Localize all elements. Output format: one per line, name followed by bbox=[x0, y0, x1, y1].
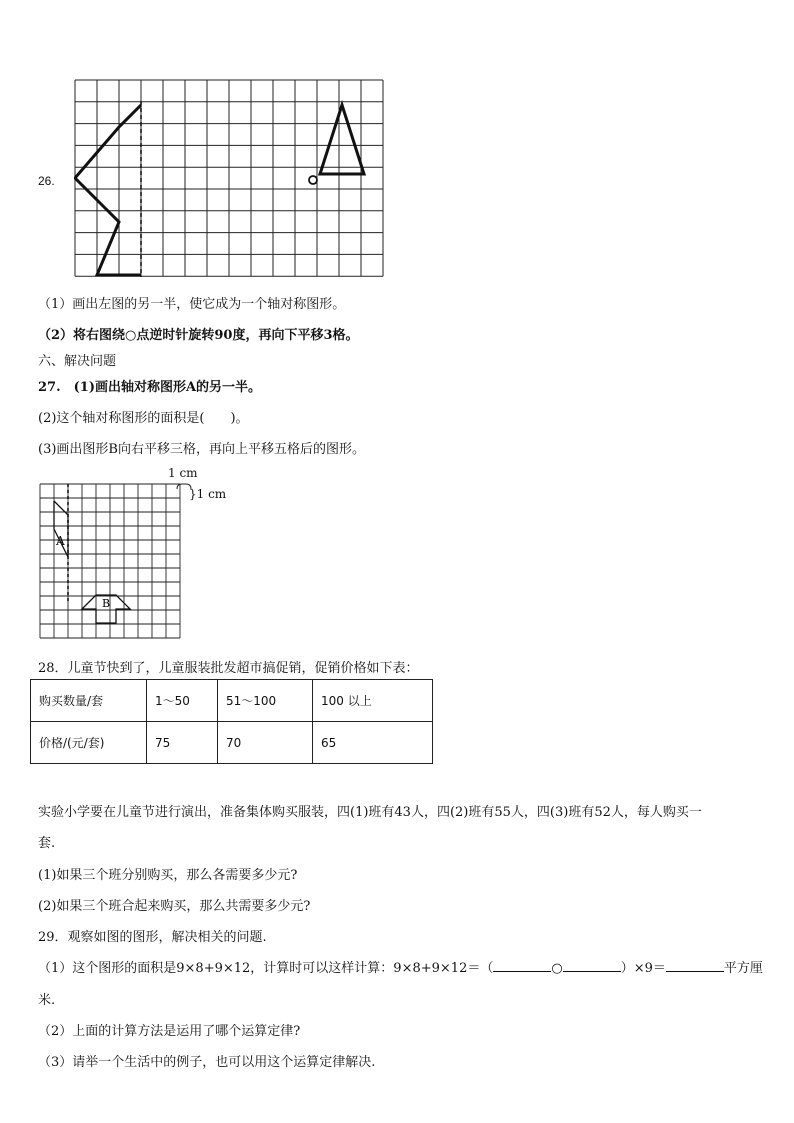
unit-bracket bbox=[177, 484, 191, 489]
left-half-shape-26 bbox=[75, 105, 141, 275]
q28-desc-line1: 实验小学要在儿童节进行演出，准备集体购买服装，四(1)班有43人，四(2)班有55人，四(3)班有52人，每人购买一 bbox=[38, 805, 702, 820]
grid-lines-26 bbox=[75, 80, 383, 276]
table-cell: 价格/(元/套) bbox=[31, 722, 147, 764]
q28-desc-line2: 套. bbox=[38, 836, 56, 851]
q28-sub1: (1)如果三个班分别购买，那么各需要多少元? bbox=[38, 868, 298, 883]
answer-blank-3[interactable] bbox=[666, 959, 724, 972]
q29-part1-suffix: 平方厘 bbox=[723, 961, 763, 976]
table-cell: 75 bbox=[147, 722, 218, 764]
q28-sub2: (2)如果三个班合起来购买，那么共需要多少元? bbox=[38, 899, 311, 914]
answer-blank-2[interactable] bbox=[563, 959, 621, 972]
q27-line3: (3)画出图形B向右平移三格，再向上平移五格后的图形。 bbox=[38, 442, 365, 457]
q26-part1: （1）画出左图的另一半，使它成为一个轴对称图形。 bbox=[38, 297, 346, 312]
q29-part1 bbox=[38, 957, 763, 976]
question-number-26: 26. bbox=[38, 174, 55, 188]
q29-part1-mid: ）×9＝ bbox=[620, 961, 666, 976]
unit-label-horizontal: 1 cm bbox=[168, 466, 198, 480]
operator-circle: ○ bbox=[551, 961, 563, 976]
shape-a-half bbox=[54, 501, 68, 557]
grid-figure-27 bbox=[36, 480, 196, 642]
q26-part2: （2）将右图绕○点逆时针旋转90度，再向下平移3格。 bbox=[38, 328, 359, 343]
answer-blank-1[interactable] bbox=[493, 959, 551, 972]
table-row bbox=[31, 722, 433, 764]
label-a: A bbox=[56, 534, 65, 548]
q27-line1: 27. (1)画出轴对称图形A的另一半。 bbox=[38, 380, 262, 395]
table-cell: 65 bbox=[313, 722, 433, 764]
section-title-solve-problems: 六、解决问题 bbox=[38, 354, 117, 369]
q29-part2: （2）上面的计算方法是运用了哪个运算定律? bbox=[38, 1024, 301, 1039]
q29-part1-continued: 米. bbox=[38, 993, 56, 1008]
table-cell: 51～100 bbox=[218, 680, 313, 722]
unit-label-vertical: }1 cm bbox=[189, 487, 227, 501]
table-cell: 70 bbox=[218, 722, 313, 764]
q27-line2: (2)这个轴对称图形的面积是( )。 bbox=[38, 411, 249, 426]
label-b: B bbox=[102, 597, 111, 610]
q29-part1-prefix: （1）这个图形的面积是9×8+9×12，计算时可以这样计算：9×8+9×12＝（ bbox=[38, 961, 494, 976]
q28-intro: 28．儿童节快到了，儿童服装批发超市搞促销，促销价格如下表： bbox=[38, 661, 419, 676]
q29-intro: 29．观察如图的图形，解决相关的问题. bbox=[38, 930, 267, 945]
table-row bbox=[31, 680, 433, 722]
q29-part3: （3）请举一个生活中的例子，也可以用这个运算定律解决. bbox=[38, 1055, 376, 1070]
triangle-shape-26 bbox=[320, 105, 364, 174]
grid-figure-26 bbox=[74, 79, 390, 279]
table-cell: 购买数量/套 bbox=[31, 680, 147, 722]
table-cell: 1～50 bbox=[147, 680, 218, 722]
price-table bbox=[30, 679, 433, 764]
rotation-center-o bbox=[309, 176, 317, 184]
table-cell: 100 以上 bbox=[313, 680, 433, 722]
